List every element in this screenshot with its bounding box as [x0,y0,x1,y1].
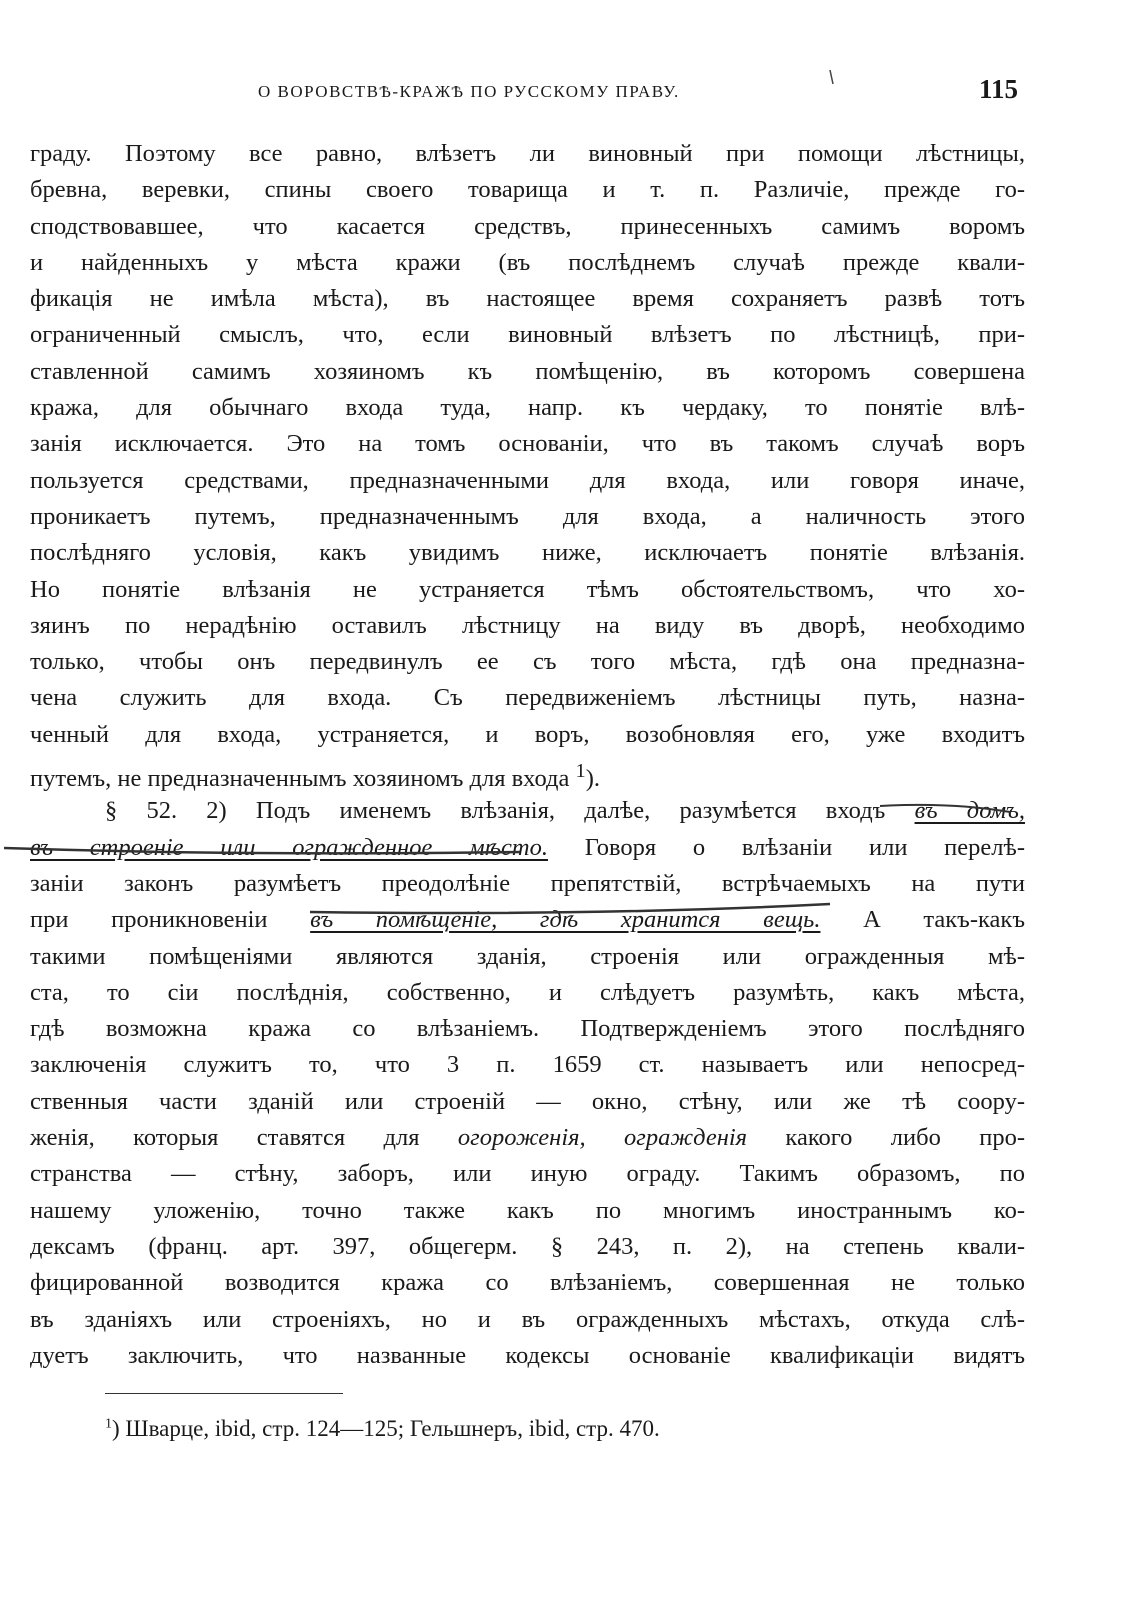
text-line: ста, то сіи послѣднія, собственно, и слѣдуетъ разумѣть, какъ мѣста, [30,978,1025,1006]
text-line: гдѣ возможна кража со влѣзаніемъ. Подтвержденіемъ этого послѣдняго [30,1015,1025,1043]
text-line: послѣдняго условія, какъ увидимъ ниже, исключаетъ понятіе влѣзанія. [30,539,1025,567]
text-line: ченный для входа, устраняется, и воръ, возобновляя его, уже входитъ [30,720,1025,748]
text-line: дуетъ заключить, что названные кодексы основаніе квалификаціи видятъ [30,1341,1025,1369]
text-line: нашему уложенію, точно также какъ по многимъ иностраннымъ ко- [30,1196,1025,1224]
line-text: § 52. 2) Подъ именемъ влѣзанія, далѣе, разумѣется входъ [105,797,915,825]
main-text [30,136,1025,1374]
italic-text: огороженія, огражденія [457,1124,748,1152]
line-text: Говоря о влѣзаніи или перелѣ- [547,833,1025,861]
text-line: заключенія служитъ то, что 3 п. 1659 ст. называетъ или непосред- [30,1051,1025,1079]
footnote-text: ) Шварце, ibid, стр. 124—125; Гельшнеръ, ibid, стр. 470. [112,1416,660,1441]
text-line: странства — стѣну, заборъ, или иную ограду. Такимъ образомъ, по [30,1160,1025,1188]
text-line: сподствовавшее, что касается средствъ, принесенныхъ самимъ воромъ [30,212,1025,240]
text-line: кража, для обычнаго входа туда, напр. къ чердаку, то понятіе влѣ- [30,394,1025,422]
text-line: занія исключается. Это на томъ основаніи, что въ такомъ случаѣ воръ [30,430,1025,458]
text-line: такими помѣщеніями являются зданія, строенія или огражденныя мѣ- [30,942,1025,970]
text-line: граду. Поэтому все равно, влѣзетъ ли виновный при помощи лѣстницы, [30,140,1025,167]
text-line [30,830,1025,866]
text-line-with-footnote-ref [30,753,1025,793]
running-title: О ВОРОВСТВѢ-КРАЖѢ ПО РУССКОМУ ПРАВУ. [258,82,680,101]
line-text: какого либо про- [747,1124,1026,1152]
text-line: и найденныхъ у мѣста кражи (въ послѣднемъ случаѣ прежде квали- [30,248,1025,276]
text-line: въ зданіяхъ или строеніяхъ, но и въ огражденныхъ мѣстахъ, откуда слѣ- [30,1305,1025,1333]
text-line: фикація не имѣла мѣста), въ настоящее время сохраняетъ развѣ тотъ [30,285,1025,313]
text-line: Но понятіе влѣзанія не устраняется тѣмъ обстоятельствомъ, что хо- [30,575,1025,603]
line-text: А такъ-какъ [820,906,1025,934]
italic-underlined: въ домъ, [914,797,1025,825]
line-text: при проникновеніи [30,906,311,934]
text-line: только, чтобы онъ передвинулъ ее съ того мѣста, гдѣ она предназна- [30,648,1025,676]
footnote [105,1416,660,1442]
text-line: бревна, веревки, спины своего товарища и т. п. Различіе, прежде го- [30,176,1025,204]
line-text: путемъ, не предназначеннымъ хозяиномъ для входа [30,765,570,793]
italic-underlined: въ помѣщеніе, гдѣ хранится вещь. [310,906,821,934]
section-52-first-line [30,793,1025,829]
page-header [258,74,1018,110]
page-number: 115 [978,74,1018,104]
text-line: ограниченный смыслъ, что, если виновный влѣзетъ по лѣстницѣ, при- [30,321,1025,349]
text-line [30,1120,1025,1156]
line-text: женія, которыя ставятся для [30,1124,458,1152]
text-line [30,902,1025,938]
text-line: ставленной самимъ хозяиномъ къ помѣщенію, въ которомъ совершена [30,357,1025,385]
text-line: проникаетъ путемъ, предназначеннымъ для входа, а наличность этого [30,502,1025,530]
text-line: пользуется средствами, предназначенными для входа, или говоря иначе, [30,466,1025,494]
line-end: ). [585,765,600,793]
text-line: заніи законъ разумѣетъ преодолѣніе препятствій, встрѣчаемыхъ на пути [30,869,1025,897]
footnote-rule [105,1393,343,1394]
text-line: дексамъ (франц. арт. 397, общегерм. § 243, п. 2), на степень квали- [30,1232,1025,1260]
text-line: ственныя части зданій или строеній — окно, стѣну, или же тѣ соору- [30,1087,1025,1115]
footnote-ref: 1 [575,760,586,783]
text-line: зяинъ по нерадѣнію оставилъ лѣстницу на виду въ дворѣ, необходимо [30,611,1025,639]
footnote-mark: 1 [105,1416,112,1432]
text-line: чена служить для входа. Съ передвиженіемъ лѣстницы путь, назна- [30,684,1025,712]
italic-underlined: въ строеніе или огражденное мѣсто. [30,833,548,861]
text-line: фицированной возводится кража со влѣзаніемъ, совершенная не только [30,1269,1025,1297]
